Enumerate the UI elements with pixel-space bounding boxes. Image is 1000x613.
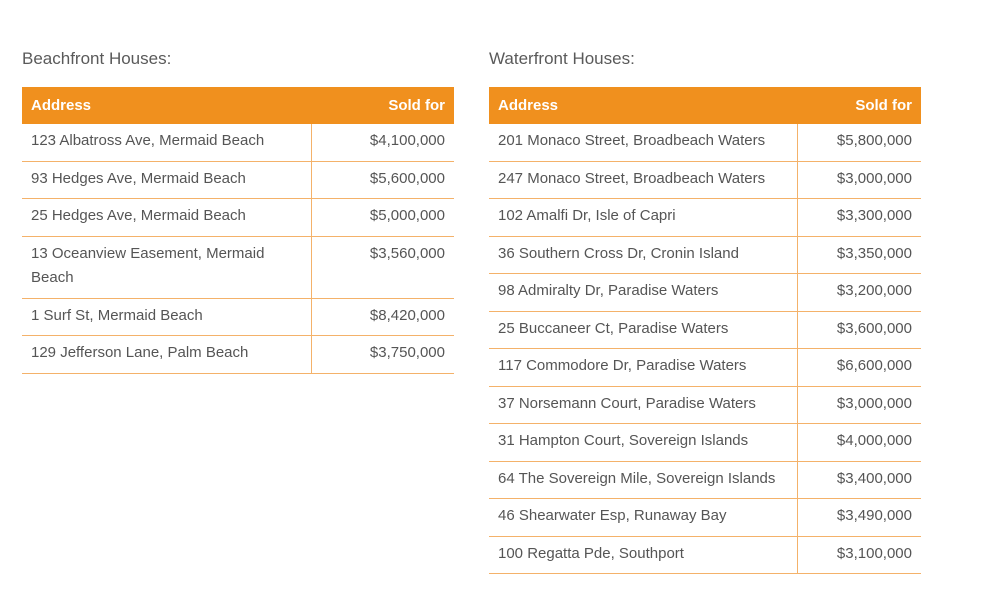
address-cell: 129 Jefferson Lane, Palm Beach: [22, 336, 311, 374]
table-row: [489, 236, 921, 274]
sold-for-column-header: Sold for: [797, 87, 921, 124]
table-row: [489, 199, 921, 237]
table-row: [489, 499, 921, 537]
price-cell: $3,350,000: [797, 236, 921, 274]
sold-for-column-header: Sold for: [311, 87, 454, 124]
table-row: [22, 336, 454, 374]
price-cell: $3,000,000: [797, 161, 921, 199]
price-cell: $5,800,000: [797, 124, 921, 161]
price-cell: $3,200,000: [797, 274, 921, 312]
address-cell: 25 Hedges Ave, Mermaid Beach: [22, 199, 311, 237]
address-cell: 98 Admiralty Dr, Paradise Waters: [489, 274, 797, 312]
table-row: [489, 124, 921, 161]
price-cell: $3,560,000: [311, 236, 454, 298]
table-row: [22, 236, 454, 298]
address-column-header: Address: [22, 87, 311, 124]
price-cell: $3,490,000: [797, 499, 921, 537]
address-cell: 93 Hedges Ave, Mermaid Beach: [22, 161, 311, 199]
table-row: [489, 349, 921, 387]
table-row: [489, 386, 921, 424]
address-cell: 36 Southern Cross Dr, Cronin Island: [489, 236, 797, 274]
table-row: [22, 199, 454, 237]
address-cell: 1 Surf St, Mermaid Beach: [22, 298, 311, 336]
price-cell: $3,600,000: [797, 311, 921, 349]
price-cell: $3,000,000: [797, 386, 921, 424]
address-cell: 123 Albatross Ave, Mermaid Beach: [22, 124, 311, 161]
price-cell: $3,100,000: [797, 536, 921, 574]
table-row: [489, 161, 921, 199]
table-row: [489, 424, 921, 462]
address-cell: 247 Monaco Street, Broadbeach Waters: [489, 161, 797, 199]
table-row: [489, 311, 921, 349]
address-cell: 201 Monaco Street, Broadbeach Waters: [489, 124, 797, 161]
beachfront-table: [22, 87, 454, 374]
address-cell: 100 Regatta Pde, Southport: [489, 536, 797, 574]
table-header-row: [22, 87, 454, 124]
beachfront-title: Beachfront Houses:: [22, 49, 172, 68]
table-row: [489, 536, 921, 574]
table-row: [22, 161, 454, 199]
address-cell: 117 Commodore Dr, Paradise Waters: [489, 349, 797, 387]
address-cell: 13 Oceanview Easement, Mermaid Beach: [22, 236, 311, 298]
address-cell: 102 Amalfi Dr, Isle of Capri: [489, 199, 797, 237]
price-cell: $3,300,000: [797, 199, 921, 237]
table-row: [489, 274, 921, 312]
price-cell: $4,100,000: [311, 124, 454, 161]
address-cell: 37 Norsemann Court, Paradise Waters: [489, 386, 797, 424]
table-row: [22, 298, 454, 336]
price-cell: $8,420,000: [311, 298, 454, 336]
table-header-row: [489, 87, 921, 124]
price-cell: $5,000,000: [311, 199, 454, 237]
table-row: [489, 461, 921, 499]
price-cell: $3,400,000: [797, 461, 921, 499]
price-cell: $5,600,000: [311, 161, 454, 199]
waterfront-table: [489, 87, 921, 574]
address-column-header: Address: [489, 87, 797, 124]
address-cell: 46 Shearwater Esp, Runaway Bay: [489, 499, 797, 537]
waterfront-title: Waterfront Houses:: [489, 49, 635, 68]
address-cell: 25 Buccaneer Ct, Paradise Waters: [489, 311, 797, 349]
table-row: [22, 124, 454, 161]
address-cell: 31 Hampton Court, Sovereign Islands: [489, 424, 797, 462]
price-cell: $4,000,000: [797, 424, 921, 462]
price-cell: $3,750,000: [311, 336, 454, 374]
address-cell: 64 The Sovereign Mile, Sovereign Islands: [489, 461, 797, 499]
price-cell: $6,600,000: [797, 349, 921, 387]
